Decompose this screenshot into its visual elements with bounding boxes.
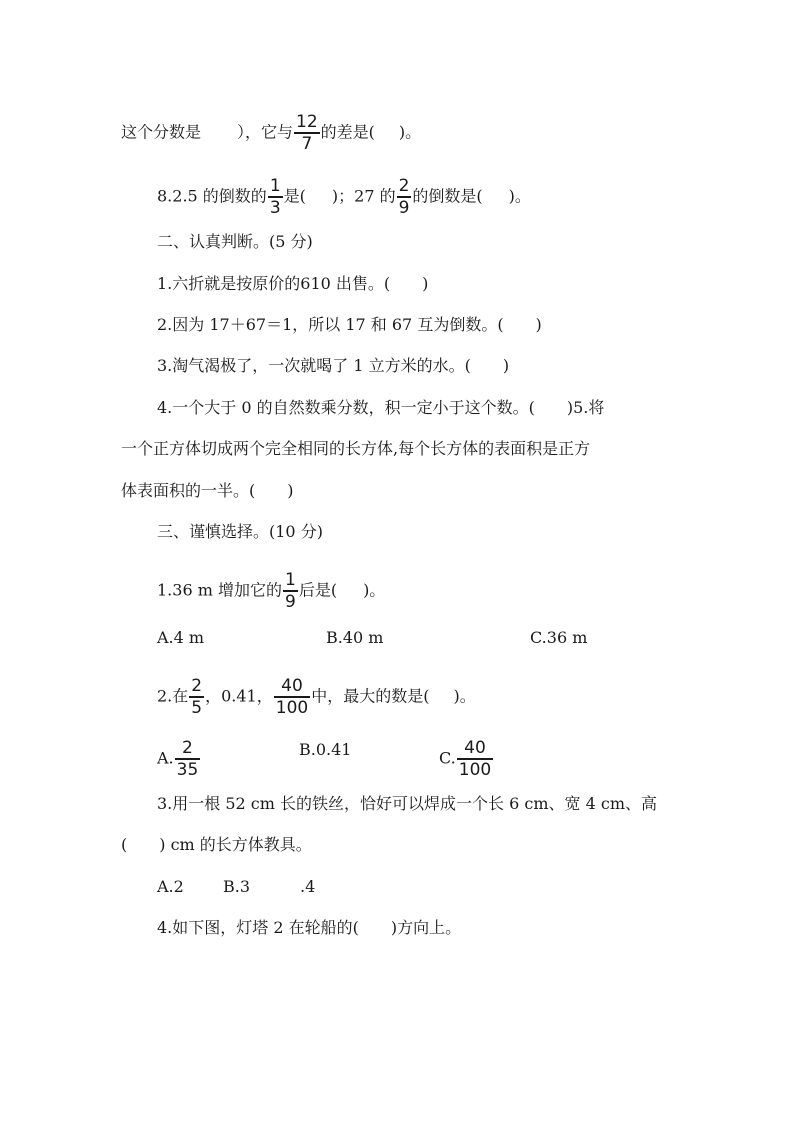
question-7-tail: 这个分数是 ），它与 $\frac{12}{7}$ 的差是( )。	[121, 112, 422, 154]
fraction-2-35: $\frac{2}{35}$	[176, 738, 199, 780]
fraction-40-100-option: $\frac{40}{100}$	[458, 738, 492, 780]
q3-option-a: A.2	[157, 877, 184, 896]
fraction-2-5: $\frac{2}{5}$	[191, 676, 203, 718]
question-8: 8.2.5 的倒数的 $\frac{1}{3}$ 是( )；27 的 $\frac{2}{9}$ 的倒数是( )。	[157, 176, 531, 218]
section-3-question-4: 4.如下图，灯塔 2 在轮船的( )方向上。	[157, 918, 462, 937]
q3-option-b: B.3	[223, 877, 251, 896]
section-3-title: 三、谨慎选择。(10 分)	[157, 522, 323, 541]
q3-option-c: .4	[300, 877, 316, 896]
fraction-40-100: $\frac{40}{100}$	[275, 676, 309, 718]
section-2-title: 二、认真判断。(5 分)	[157, 232, 313, 251]
q2-option-b: B.0.41	[299, 740, 352, 759]
section-3-question-3-line1: 3.用一根 52 cm 长的铁丝，恰好可以焊成一个长 6 cm、宽 4 cm、高	[157, 794, 657, 813]
q2-option-c: C. $\frac{40}{100}$	[439, 738, 492, 780]
section-2-item-4: 4.一个大于 0 的自然数乘分数，积一定小于这个数。( )5.将	[157, 398, 605, 417]
fraction-1-9: $\frac{1}{9}$	[284, 570, 296, 612]
section-3-question-3-line2: ( ) cm 的长方体教具。	[121, 835, 312, 854]
section-2-item-2: 2.因为 17＋67＝1，所以 17 和 67 互为倒数。( )	[157, 315, 542, 334]
q2-option-a: A. $\frac{2}{35}$	[157, 738, 199, 780]
q1-option-b: B.40 m	[326, 628, 384, 647]
fraction-12-7: $\frac{12}{7}$	[296, 112, 318, 154]
section-2-item-5-line1: 一个正方体切成两个完全相同的长方体,每个长方体的表面积是正方	[121, 439, 591, 458]
section-2-item-3: 3.淘气渴极了，一次就喝了 1 立方米的水。( )	[157, 356, 510, 375]
section-3-question-2: 2.在 $\frac{2}{5}$ ，0.41， $\frac{40}{100}$ 中，最大的数是( )。	[157, 676, 476, 718]
section-3-question-1: 1.36 m 增加它的 $\frac{1}{9}$ 后是( )。	[157, 570, 386, 612]
fraction-2-9: $\frac{2}{9}$	[398, 176, 410, 218]
section-2-item-1: 1.六折就是按原价的610 出售。( )	[157, 274, 429, 293]
section-2-item-5-line2: 体表面积的一半。( )	[121, 481, 294, 500]
q1-option-c: C.36 m	[530, 628, 588, 647]
q1-option-a: A.4 m	[157, 628, 205, 647]
fraction-1-3: $\frac{1}{3}$	[269, 176, 281, 218]
